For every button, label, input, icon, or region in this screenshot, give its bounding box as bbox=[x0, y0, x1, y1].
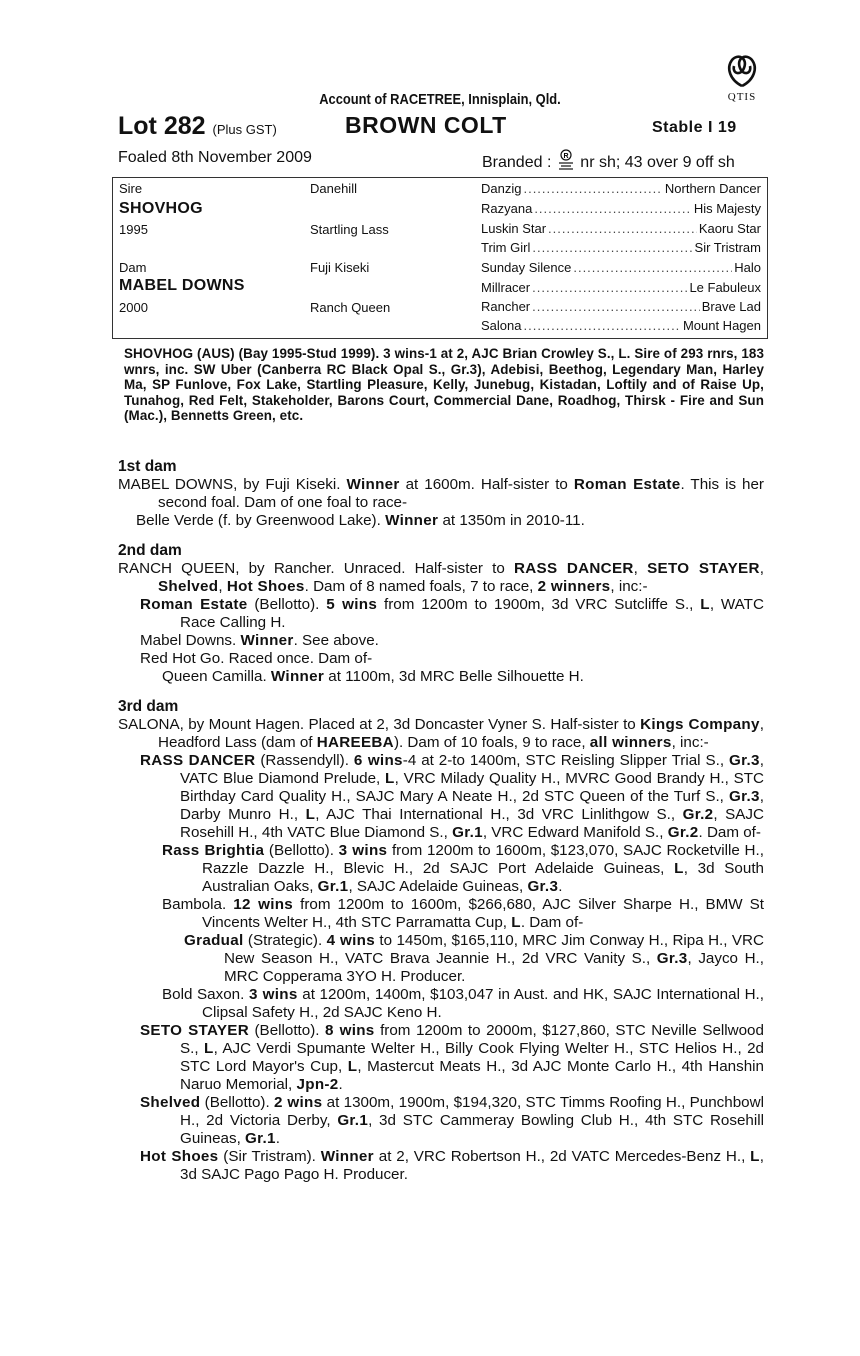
brand-mark-icon bbox=[556, 149, 576, 171]
foaled-date: Foaled 8th November 2009 bbox=[118, 149, 312, 166]
sire-sire: Danehill bbox=[310, 181, 357, 196]
vendor-account: Account of RACETREE, Innisplain, Qld. bbox=[319, 91, 561, 108]
sire-label: Sire bbox=[119, 181, 143, 196]
dam-sire: Fuji Kiseki bbox=[310, 260, 370, 275]
gst-note: (Plus GST) bbox=[212, 122, 277, 137]
grandparent-row bbox=[481, 240, 761, 255]
lot-number bbox=[118, 112, 277, 141]
gg-left: Salona bbox=[481, 318, 522, 333]
first-dam-paragraph: MABEL DOWNS, by Fuji Kiseki. Winner at 1600m. Half-sister to Roman Estate. This is her second foal. Dam of one foal to race- bbox=[118, 476, 764, 511]
gg-left: Rancher bbox=[481, 299, 531, 314]
catalogue-body bbox=[118, 458, 764, 1184]
gg-right: Sir Tristram bbox=[694, 240, 761, 255]
grandparent-row bbox=[481, 201, 761, 216]
gg-left: Luskin Star bbox=[481, 221, 547, 236]
foal-entry: Shelved (Bellotto). 2 wins at 1300m, 1900m, $194,320, STC Timms Roofing H., Punchbowl H., 2d Victoria Derby, Gr.1, 3d STC Cammeray Bowling Club H., 4th STC Rosehill Guineas, Gr.1. bbox=[140, 1094, 764, 1147]
gg-right: Kaoru Star bbox=[698, 221, 761, 236]
second-dam-paragraph: RANCH QUEEN, by Rancher. Unraced. Half-sister to RASS DANCER, SETO STAYER, Shelved, Hot Shoes. Dam of 8 named foals, 7 to race, 2 winners, inc:- bbox=[118, 560, 764, 595]
foal-entry: Rass Brightia (Bellotto). 3 wins from 1200m to 1600m, $123,070, SAJC Rocketville H., Razzle Dazzle H., Blevic H., 2d SAJC Port Adelaide Guineas, L, 3d South Australian Oaks, Gr.1, SAJC Adelaide Guineas, Gr.3. bbox=[162, 842, 764, 895]
second-dam-heading: 2nd dam bbox=[118, 542, 182, 559]
foal-entry: Hot Shoes (Sir Tristram). Winner at 2, VRC Robertson H., 2d VATC Mercedes-Benz H., L, 3d SAJC Pago Pago H. Producer. bbox=[140, 1148, 764, 1183]
foal-entry: Gradual (Strategic). 4 wins to 1450m, $165,110, MRC Jim Conway H., Ripa H., VRC New Season H., VATC Brava Jeannie H., 2d VRC Vanity S., Gr.3, Jayco H., MRC Copperama 3YO H. Producer. bbox=[184, 932, 764, 985]
grandparent-row bbox=[481, 318, 761, 333]
dam-dam: Ranch Queen bbox=[310, 300, 391, 315]
third-dam-heading: 3rd dam bbox=[118, 698, 179, 715]
grandparent-row bbox=[481, 221, 761, 236]
foal-entry: SETO STAYER (Bellotto). 8 wins from 1200m to 2000m, $127,860, STC Neville Sellwood S., L, AJC Verdi Spumante Welter H., Billy Cook Flying Welter H., STC Helios H., 2d STC Lord Mayor's Cup, L, Mastercut Meats H., 3d AJC Monte Carlo H., 4th Hanshin Naruo Memorial, Jpn-2. bbox=[140, 1022, 764, 1093]
foal-entry: Roman Estate (Bellotto). 5 wins from 1200m to 1900m, 3d VRC Sutcliffe S., L, WATC Race Calling H. bbox=[140, 596, 764, 631]
foal-entry: Mabel Downs. Winner. See above. bbox=[140, 632, 379, 649]
grandparent-row bbox=[481, 181, 761, 196]
branded-label: Branded : bbox=[482, 154, 552, 171]
gg-left: Millracer bbox=[481, 280, 531, 295]
foal-entry: Queen Camilla. Winner at 1100m, 3d MRC Belle Silhouette H. bbox=[162, 668, 584, 685]
dam-label: Dam bbox=[119, 260, 147, 275]
lot-label: Lot 282 bbox=[118, 112, 206, 140]
third-dam-paragraph: SALONA, by Mount Hagen. Placed at 2, 3d Doncaster Vyner S. Half-sister to Kings Company, Headford Lass (dam of HAREEBA). Dam of 10 foals, 9 to race, all winners, inc:- bbox=[118, 716, 764, 751]
sire-year: 1995 bbox=[119, 222, 148, 237]
qtis-logo-icon bbox=[722, 50, 762, 90]
foal-entry: Bold Saxon. 3 wins at 1200m, 1400m, $103,047 in Aust. and HK, SAJC International H., Clipsal Safety H., 2d SAJC Keno H. bbox=[162, 986, 764, 1021]
brand-info bbox=[482, 149, 735, 172]
svg-text:R: R bbox=[563, 153, 569, 160]
dam-year: 2000 bbox=[119, 300, 148, 315]
foal-entry: Bambola. 12 wins from 1200m to 1600m, $266,680, AJC Silver Sharpe H., BMW St Vincents Welter H., 4th STC Parramatta Cup, L. Dam of- bbox=[162, 896, 764, 931]
grandparent-row bbox=[481, 299, 761, 314]
grandparent-row bbox=[481, 280, 761, 295]
gg-right: Halo bbox=[734, 260, 761, 275]
gg-right: His Majesty bbox=[693, 201, 761, 216]
gg-right: Mount Hagen bbox=[682, 318, 761, 333]
horse-description: BROWN COLT bbox=[345, 112, 507, 138]
pedigree-table bbox=[112, 177, 768, 339]
gg-left: Danzig bbox=[481, 181, 522, 196]
gg-right: Brave Lad bbox=[701, 299, 761, 314]
sire-dam: Startling Lass bbox=[310, 222, 389, 237]
gg-right: Le Fabuleux bbox=[689, 280, 761, 295]
stable-number: Stable I 19 bbox=[652, 119, 737, 136]
foal-entry: RASS DANCER (Rassendyll). 6 wins-4 at 2-to 1400m, STC Reisling Slipper Trial S., Gr.3, VATC Blue Diamond Prelude, L, VRC Milady Quality H., MVRC Good Brandy H., STC Birthday Card Quality H., SAJC Mary A Neate H., 2d STC Queen of the Turf S., Gr.3, Darby Munro H., L, AJC Thai International H., 3d VRC Linlithgow S., Gr.2, SAJC Rosehill H., 4th VATC Blue Diamond S., Gr.1, VRC Edward Manifold S., Gr.2. Dam of- bbox=[140, 752, 764, 841]
branded-text: nr sh; 43 over 9 off sh bbox=[580, 154, 735, 171]
first-dam-heading: 1st dam bbox=[118, 458, 177, 475]
sire-name: SHOVHOG bbox=[119, 200, 203, 217]
gg-left: Sunday Silence bbox=[481, 260, 572, 275]
sire-summary: SHOVHOG (AUS) (Bay 1995-Stud 1999). 3 wins-1 at 2, AJC Brian Crowley S., L. Sire of 293 rnrs, 183 wnrs, inc. SW Uber (Canberra RC Black Opal S., Gr.3), Adebisi, Beethog, Legendary Man, Harley Ma, SP Funlove, Fox Lake, Startling Pleasure, Kelly, Junebug, Kistadan, Loftily and of Raise Up, Tunahog, Red Felt, Stakeholder, Barons Court, Commercial Dane, Roadhog, Thirsk - Fire and Sun (Mac.), Bennetts Green, etc. bbox=[124, 346, 764, 423]
gg-right: Northern Dancer bbox=[664, 181, 761, 196]
logo-caption: QTIS bbox=[727, 91, 757, 103]
dam-name: MABEL DOWNS bbox=[119, 277, 245, 294]
grandparent-row bbox=[481, 260, 761, 275]
foal-entry: Belle Verde (f. by Greenwood Lake). Winner at 1350m in 2010-11. bbox=[136, 512, 585, 529]
gg-left: Razyana bbox=[481, 201, 533, 216]
foal-entry: Red Hot Go. Raced once. Dam of- bbox=[140, 650, 373, 667]
gg-left: Trim Girl bbox=[481, 240, 531, 255]
